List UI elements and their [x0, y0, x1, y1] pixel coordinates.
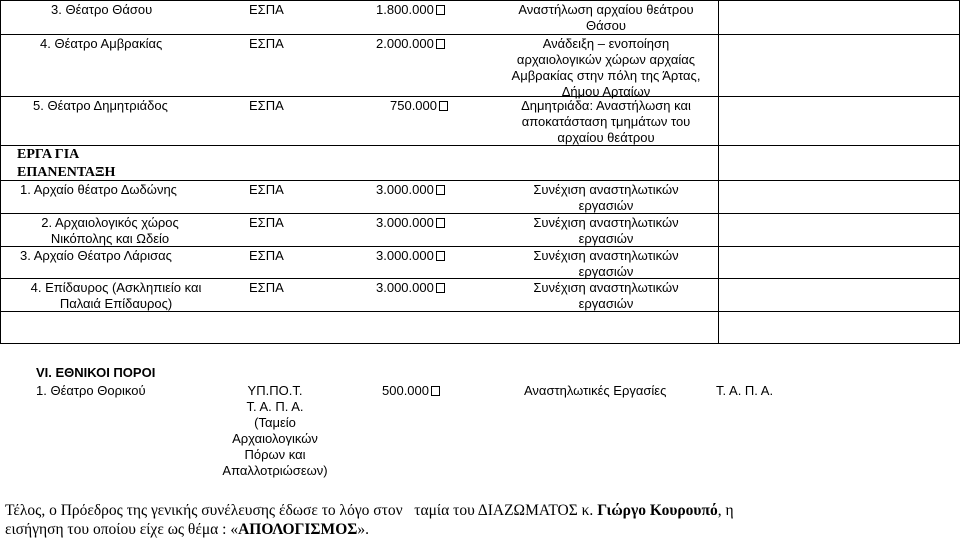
euro-symbol-box [436, 218, 445, 228]
table-row-name: 5. Θέατρο Δημητριάδος [33, 98, 168, 113]
table-row-name: 3. Αρχαίο Θέατρο Λάρισας [20, 248, 172, 263]
euro-symbol-box [436, 283, 445, 293]
body-paragraph [5, 501, 955, 539]
euro-symbol-box [436, 185, 445, 195]
table-row-name: 1. Θέατρο Θορικού [36, 383, 146, 398]
row-line [0, 34, 960, 35]
paragraph-line: Τέλος, ο Πρόεδρος της γενικής συνέλευσης έδωσε το λόγο στον ταμία του ΔΙΑΖΩΜΑΤΟΣ κ. Γιώργο Κουρουπό, η [5, 502, 734, 519]
row-line [0, 278, 960, 279]
table-row-amount: 750.000 [390, 98, 448, 114]
table-row-amount: 3.000.000 [376, 182, 445, 198]
row-line [0, 0, 960, 1]
euro-symbol-box [436, 251, 445, 261]
table-row-amount: 3.000.000 [376, 248, 445, 264]
row-line [0, 180, 960, 181]
table-row-desc: Αναστηλωτικές Εργασίες [524, 383, 667, 398]
table-row-fund: ΕΣΠΑ [249, 248, 284, 263]
row-line [0, 213, 960, 214]
table-row-desc: Αναστήλωση αρχαίου θεάτρου Θάσου [518, 2, 694, 33]
table-row-fund: ΥΠ.ΠΟ.Τ. Τ. Α. Π. Α. (Ταμείο Αρχαιολογικών Πόρων και Απαλλοτριώσεων) [222, 383, 328, 478]
table-border-left [0, 0, 1, 344]
euro-symbol-box [436, 5, 445, 15]
table-row-amount: 1.800.000 [376, 2, 445, 18]
table-row-desc: Συνέχιση αναστηλωτικών εργασιών [533, 248, 679, 279]
euro-symbol-box [431, 386, 440, 396]
table-row-name: 4. Θέατρο Αμβρακίας [40, 36, 163, 51]
table-row-fund: ΕΣΠΑ [249, 2, 284, 17]
paragraph-line: εισήγηση του οποίου είχε ως θέμα : «ΑΠΟΛΟΓΙΣΜΟΣ». [5, 521, 370, 538]
table-row-name: 2. Αρχαιολογικός χώρος Νικόπολης και Ωδείο [41, 215, 179, 246]
section-title: VI. ΕΘΝΙΚΟΙ ΠΟΡΟΙ [36, 365, 156, 380]
table-row-fund: ΕΣΠΑ [249, 215, 284, 230]
table-row-fund: ΕΣΠΑ [249, 280, 284, 295]
row-line [0, 96, 960, 97]
table-row-fund: ΕΣΠΑ [249, 182, 284, 197]
table-row-desc: Συνέχιση αναστηλωτικών εργασιών [533, 280, 679, 311]
euro-symbol-box [439, 101, 448, 111]
table-row-desc: Ανάδειξη – ενοποίηση αρχαιολογικών χώρων αρχαίας Αμβρακίας στην πόλη της Άρτας, Δήμου Αρταίων [511, 36, 701, 99]
table-row-amount: 3.000.000 [376, 215, 445, 231]
table-row-amount: 3.000.000 [376, 280, 445, 296]
table-row-desc: Συνέχιση αναστηλωτικών εργασιών [533, 215, 679, 246]
table-row-desc: Συνέχιση αναστηλωτικών εργασιών [533, 182, 679, 213]
table-row-name: 1. Αρχαίο θέατρο Δωδώνης [20, 182, 177, 197]
table-row-amount: 500.000 [382, 383, 440, 399]
euro-symbol-box [436, 39, 445, 49]
section-title: ΕΡΓΑ ΓΙΑ ΕΠΑΝΕΝΤΑΞΗ [17, 147, 116, 180]
row-line [0, 145, 960, 146]
table-row-name: 4. Επίδαυρος (Ασκληπιείο και Παλαιά Επίδαυρος) [30, 280, 202, 311]
table-row-fund: ΕΣΠΑ [249, 98, 284, 113]
table-row-desc: Δημητριάδα: Αναστήλωση και αποκατάσταση τμημάτων του αρχαίου θεάτρου [521, 98, 691, 145]
table-row-extra: Τ. Α. Π. Α. [716, 383, 774, 398]
row-line [0, 343, 960, 344]
table-row-fund: ΕΣΠΑ [249, 36, 284, 51]
table-row-amount: 2.000.000 [376, 36, 445, 52]
table-row-name: 3. Θέατρο Θάσου [51, 2, 153, 17]
